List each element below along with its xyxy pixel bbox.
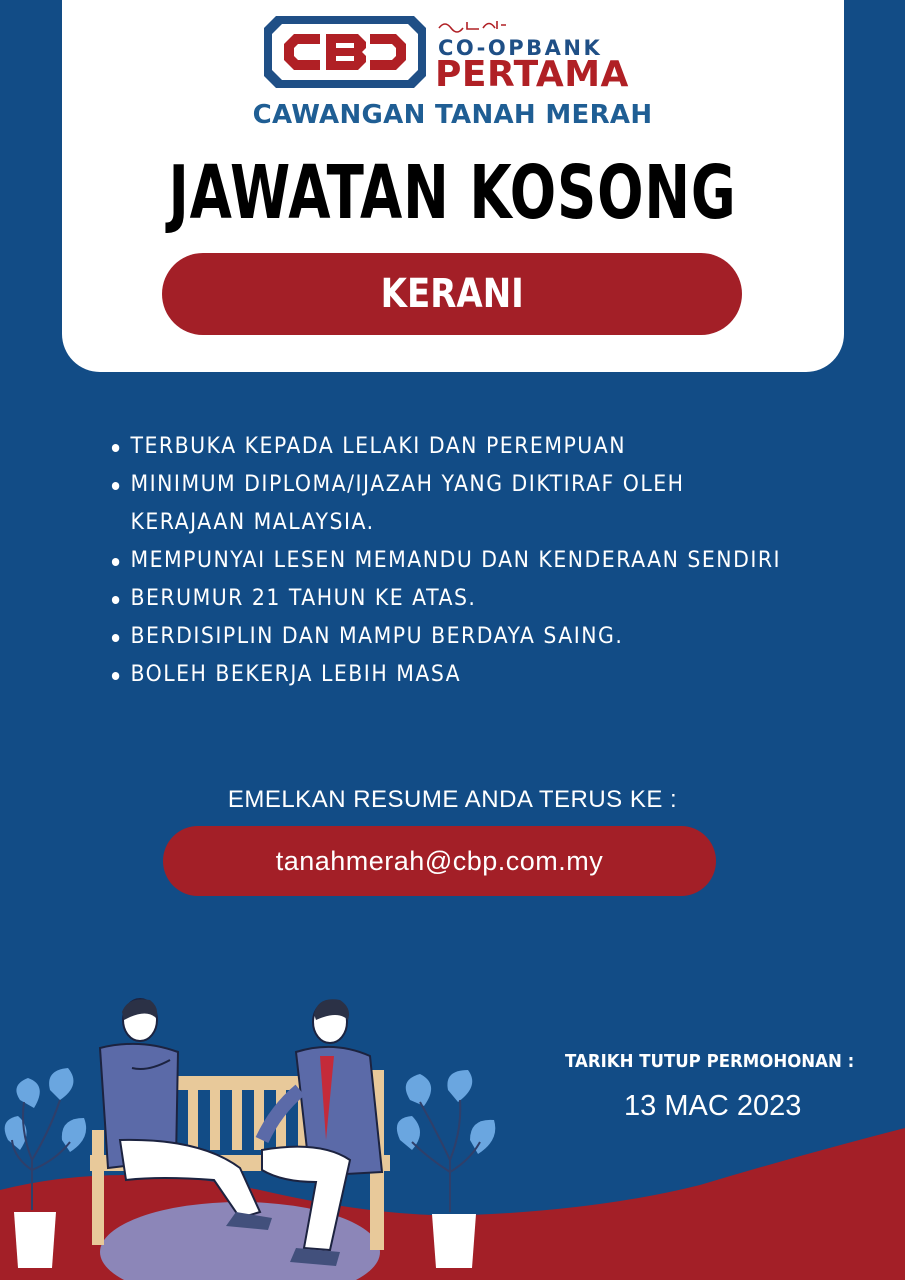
email-badge[interactable]	[163, 826, 716, 896]
closing-label: TARIKH TUTUP PERMOHONAN :	[565, 1051, 855, 1072]
cbp-logo-icon	[262, 14, 428, 90]
requirement-item: BOLEH BEKERJA LEBIH MASA	[110, 656, 817, 694]
requirement-item-continuation: KERAJAAN MALAYSIA.	[130, 510, 375, 535]
position-title: KERANI	[380, 271, 524, 317]
requirements-list	[110, 428, 870, 694]
requirement-item: BERUMUR 21 TAHUN KE ATAS.	[110, 580, 817, 618]
branch-name: CAWANGAN TANAH MERAH	[252, 100, 653, 130]
closing-date: 13 MAC 2023	[624, 1090, 802, 1122]
requirement-item: TERBUKA KEPADA LELAKI DAN PEREMPUAN	[110, 428, 817, 466]
bank-logo	[262, 14, 652, 94]
requirement-item: BERDISIPLIN DAN MAMPU BERDAYA SAING.	[110, 618, 817, 656]
logo-arabic-text	[437, 16, 507, 34]
logo-pertama-text: PERTAMA	[435, 54, 629, 95]
requirement-item: MEMPUNYAI LESEN MEMANDU DAN KENDERAAN SENDIRI	[110, 542, 817, 580]
position-badge	[162, 253, 742, 335]
email-address[interactable]: tanahmerah@cbp.com.my	[275, 845, 604, 876]
email-label: EMELKAN RESUME ANDA TERUS KE :	[227, 786, 678, 813]
headline: JAWATAN KOSONG	[168, 150, 737, 236]
interview-illustration	[0, 990, 905, 1280]
requirement-item: MINIMUM DIPLOMA/IJAZAH YANG DIKTIRAF OLEH	[110, 466, 817, 504]
logo-coop-text: CO-OPBANK	[438, 36, 603, 60]
